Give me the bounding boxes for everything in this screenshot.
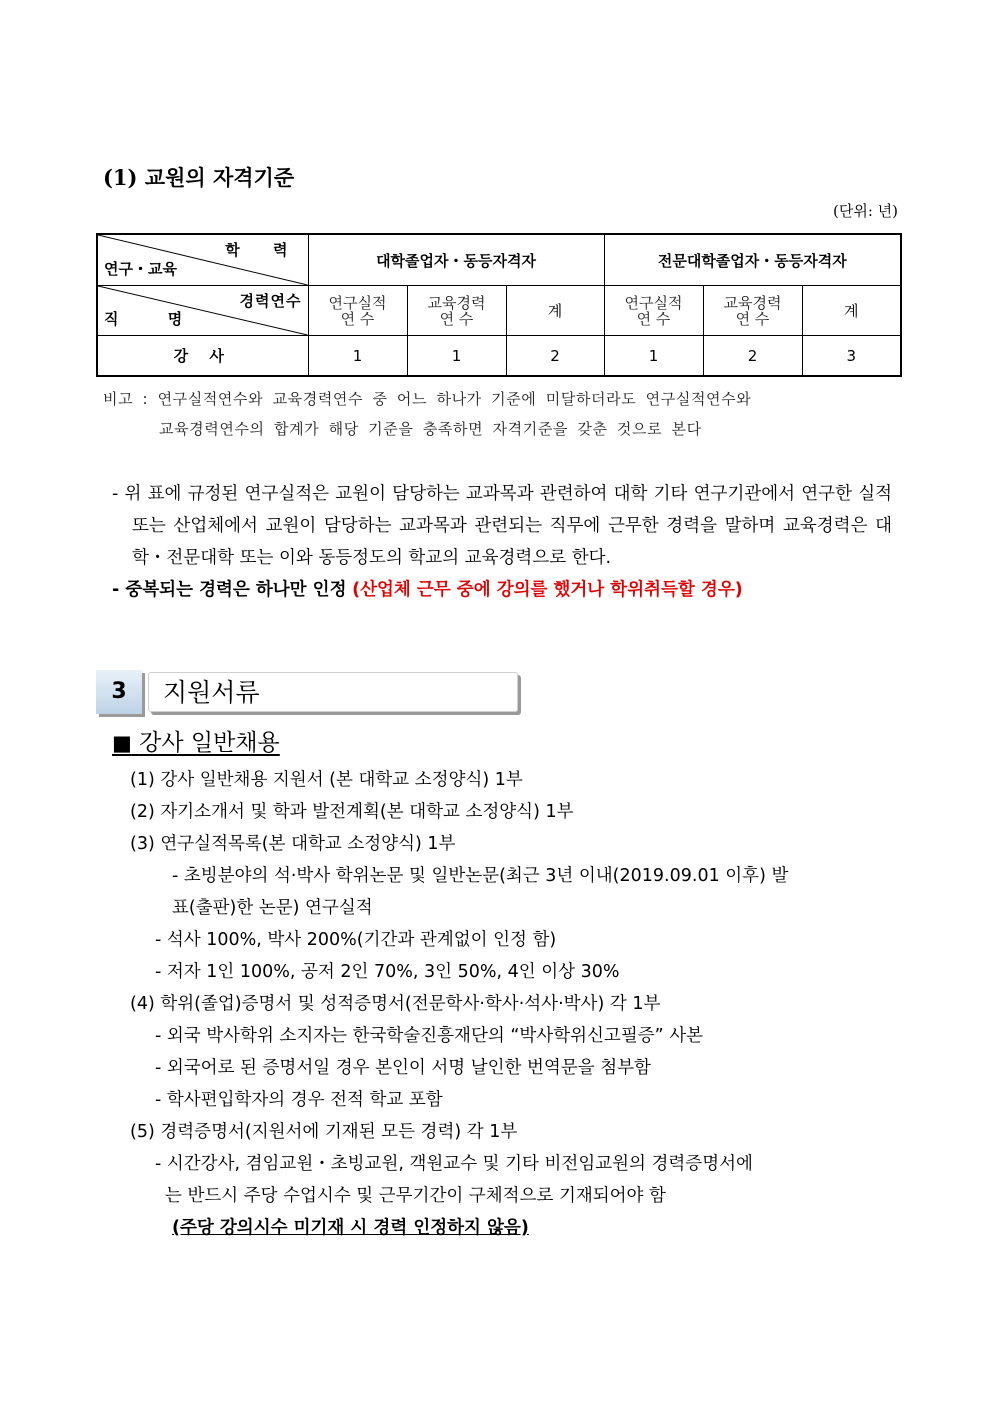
- list-subitem: 는 반드시 주당 수업시수 및 근무기간이 구체적으로 기재되어야 함: [165, 1186, 666, 1206]
- table-cell: 1: [407, 336, 506, 377]
- subheader-total: 계: [506, 286, 604, 336]
- subheader-total: 계: [802, 286, 901, 336]
- section-title-box: 지원서류: [148, 672, 518, 712]
- subheader-line: 교육경력: [427, 293, 486, 312]
- subheader-line: 연 수: [340, 309, 375, 328]
- row-label-lecturer: 강 사: [97, 336, 308, 377]
- subheader-education: [703, 286, 802, 336]
- subheader-line: 연구실적: [624, 293, 683, 312]
- corner-top-left: 연구・교육: [104, 260, 177, 278]
- list-subitem: - 초빙분야의 석·박사 학위논문 및 일반논문(최근 3년 이내(2019.09.01 이후) 발: [172, 866, 789, 886]
- table-note-line1: 비고 : 연구실적연수와 교육경력연수 중 어느 하나가 기준에 미달하더라도 연구실적연수와: [103, 390, 752, 408]
- table-cell: 1: [308, 336, 407, 377]
- corner-top-right: 학 력: [225, 241, 302, 259]
- table-corner-subheader: [97, 286, 308, 336]
- subheader-line: 연 수: [636, 309, 671, 328]
- subheader-line: 교육경력: [723, 293, 782, 312]
- group-header-university: 대학졸업자・동등자격자: [308, 234, 604, 286]
- corner-bottom-right: 경력연수: [239, 292, 302, 310]
- list-item: (1) 강사 일반채용 지원서 (본 대학교 소정양식) 1부: [130, 770, 523, 790]
- section-number-badge: 3: [96, 670, 142, 714]
- section-title: (1) 교원의 자격기준: [103, 165, 295, 190]
- duplicate-career-red: (산업체 근무 중에 강의를 했거나 학위취득할 경우): [352, 580, 743, 600]
- list-item: (2) 자기소개서 및 학과 발전계획(본 대학교 소정양식) 1부: [130, 802, 574, 822]
- explanation-text: - 위 표에 규정된 연구실적은 교원이 담당하는 교과목과 관련하여 대학 기타 연구기관에서 연구한 실적 또는 산업체에서 교원이 담당하는 교과목과 관련되는 직무에 근무한 경력을 말하며 교육경력은 대학・전문대학 또는 이와 동등정도의 학교의 교육경력으로 한다.: [112, 484, 892, 568]
- subheader-line: 연구실적: [328, 293, 387, 312]
- corner-bottom-left: 직 명: [104, 310, 205, 328]
- table-cell: 2: [703, 336, 802, 377]
- list-item: (3) 연구실적목록(본 대학교 소정양식) 1부: [130, 834, 456, 854]
- subheader-line: 연 수: [735, 309, 770, 328]
- table-cell: 3: [802, 336, 901, 377]
- list-subitem: - 시간강사, 겸임교원・초빙교원, 객원교수 및 기타 비전임교원의 경력증명서에: [155, 1154, 753, 1174]
- list-subitem: - 외국 박사학위 소지자는 한국학술진흥재단의 “박사학위신고필증” 사본: [155, 1026, 704, 1046]
- list-subitem: - 석사 100%, 박사 200%(기간과 관계없이 인정 함): [155, 930, 557, 950]
- explanation-paragraph: [112, 478, 898, 606]
- table-note-line2: 교육경력연수의 합계가 해당 기준을 충족하면 자격기준을 갖춘 것으로 본다: [159, 420, 702, 438]
- list-item: (4) 학위(졸업)증명서 및 성적증명서(전문학사·학사·석사·박사) 각 1부: [130, 994, 661, 1014]
- list-subitem: - 학사편입학자의 경우 전적 학교 포함: [155, 1090, 443, 1110]
- subheading-text: 강사 일반채용: [139, 730, 280, 756]
- group-header-college: 전문대학졸업자・동등자격자: [604, 234, 901, 286]
- subheading: [112, 724, 280, 757]
- qualification-table: [96, 233, 902, 377]
- subheader-research: [604, 286, 703, 336]
- duplicate-career-line: [112, 574, 898, 606]
- square-bullet-icon: ■: [112, 731, 132, 755]
- list-subitem: - 저자 1인 100%, 공저 2인 70%, 3인 50%, 4인 이상 30%: [155, 962, 620, 982]
- unit-label: (단위: 년): [833, 202, 898, 220]
- duplicate-career-bold: - 중복되는 경력은 하나만 인정: [112, 580, 347, 600]
- list-subitem: 표(출판)한 논문) 연구실적: [172, 898, 373, 918]
- subheader-research: [308, 286, 407, 336]
- list-subitem: - 외국어로 된 증명서일 경우 본인이 서명 날인한 번역문을 첨부함: [155, 1058, 651, 1078]
- subheader-line: 연 수: [439, 309, 474, 328]
- list-item: (5) 경력증명서(지원서에 기재된 모든 경력) 각 1부: [130, 1122, 518, 1142]
- subheader-education: [407, 286, 506, 336]
- table-corner-header: [97, 234, 308, 286]
- table-cell: 2: [506, 336, 604, 377]
- list-subitem-emphasis: (주당 강의시수 미기재 시 경력 인정하지 않음): [172, 1218, 529, 1238]
- table-cell: 1: [604, 336, 703, 377]
